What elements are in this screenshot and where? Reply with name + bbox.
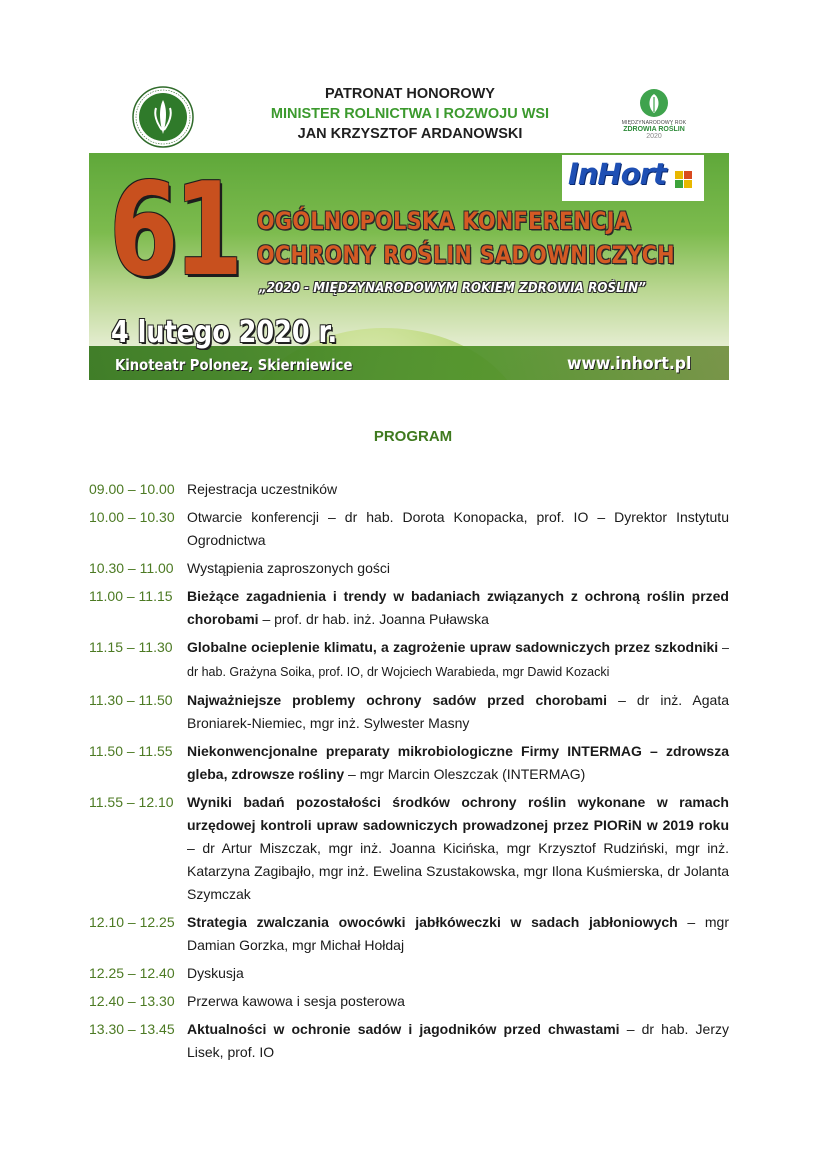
patronage-heading: PATRONAT HONOROWY xyxy=(325,86,495,102)
agenda-speakers: Otwarcie konferencji – dr hab. Dorota Konopacka, prof. IO – Dyrektor Instytutu Ogrodnictwa xyxy=(187,509,729,548)
agenda-time: 12.25 – 12.40 xyxy=(89,965,175,981)
agenda-description xyxy=(187,990,729,1013)
plant-leaf-icon xyxy=(639,88,669,118)
banner-motto: „2020 - MIĘDZYNARODOWYM ROKIEM ZDROWIA ROŚLIN” xyxy=(259,281,646,296)
agenda-description xyxy=(187,506,729,552)
agenda-description xyxy=(187,585,729,631)
agenda-time: 11.00 – 11.15 xyxy=(89,588,173,604)
plant-health-year-logo xyxy=(614,88,694,150)
agenda-topic: Aktualności w ochronie sadów i jagodników przed chwastami xyxy=(187,1021,620,1037)
ministry-logo xyxy=(132,86,194,148)
agenda-speakers: Dyskusja xyxy=(187,965,244,981)
logo-caption-1: MIĘDZYNARODOWY ROK xyxy=(621,120,687,126)
agenda-item xyxy=(89,636,729,684)
inhort-logo-text: InHort xyxy=(568,157,666,191)
agenda-item xyxy=(89,557,729,580)
agenda-speakers: – dr Artur Miszczak, mgr inż. Joanna Kicińska, mgr Krzysztof Rudziński, mgr inż. Katarzyna Zagibajło, mgr inż. Ewelina Szustakowska, mgr Ilona Kuśmierska, dr Jolanta Szymczak xyxy=(187,840,729,902)
conference-venue: Kinoteatr Polonez, Skierniewice xyxy=(115,356,353,374)
honorary-patronage xyxy=(230,84,590,144)
agenda-topic: Bieżące zagadnienia i trendy w badaniach związanych z ochroną roślin przed chorobami xyxy=(187,588,729,627)
agenda-description xyxy=(187,962,729,985)
logo-square-icon xyxy=(675,171,683,179)
conference-banner xyxy=(89,153,729,380)
logo-square-icon xyxy=(684,171,692,179)
agenda-speakers: Wystąpienia zaproszonych gości xyxy=(187,560,390,576)
agenda-time: 10.00 – 10.30 xyxy=(89,509,175,525)
agenda-time: 11.50 – 11.55 xyxy=(89,743,173,759)
agenda-speakers: – dr hab. Grażyna Soika, prof. IO, dr Wojciech Warabieda, mgr Dawid Kozacki xyxy=(187,641,729,679)
agenda-description xyxy=(187,689,729,735)
agenda-topic: Najważniejsze problemy ochrony sadów przed chorobami xyxy=(187,692,608,708)
agenda-description xyxy=(187,478,729,501)
agenda-time: 10.30 – 11.00 xyxy=(89,560,174,576)
ministry-seal-icon xyxy=(132,86,194,148)
agenda-time: 12.40 – 13.30 xyxy=(89,993,175,1009)
agenda-item xyxy=(89,506,729,552)
logo-square-icon xyxy=(684,180,692,188)
inhort-logo xyxy=(562,155,704,201)
agenda-item xyxy=(89,990,729,1013)
agenda-topic: Niekonwencjonalne preparaty mikrobiologiczne Firmy INTERMAG – zdrowsza gleba, zdrowsze rośliny xyxy=(187,743,729,782)
website-link[interactable]: www.inhort.pl xyxy=(567,354,692,374)
agenda-description xyxy=(187,557,729,580)
agenda-item xyxy=(89,962,729,985)
agenda-description xyxy=(187,740,729,786)
banner-title-line2: OCHRONY ROŚLIN SADOWNICZYCH xyxy=(257,241,676,269)
agenda-description xyxy=(187,791,729,906)
agenda-description xyxy=(187,1018,729,1064)
patronage-person: JAN KRZYSZTOF ARDANOWSKI xyxy=(297,126,523,142)
agenda-speakers: Rejestracja uczestników xyxy=(187,481,338,497)
agenda-topic: Wyniki badań pozostałości środków ochrony roślin wykonane w ramach urzędowej kontroli upraw sadowniczych prowadzonej przez PIORiN w 2019 roku xyxy=(187,794,729,833)
agenda-speakers: – dr hab. Jerzy Lisek, prof. IO xyxy=(187,1021,729,1060)
agenda-topic: Strategia zwalczania owocówki jabłkóweczki w sadach jabłoniowych xyxy=(187,914,678,930)
agenda-speakers: – mgr Marcin Oleszczak (INTERMAG) xyxy=(344,766,586,782)
agenda-time: 11.55 – 12.10 xyxy=(89,794,174,810)
agenda-item xyxy=(89,585,729,631)
conference-date: 4 lutego 2020 r. xyxy=(111,315,338,350)
patronage-office: MINISTER ROLNICTWA I ROZWOJU WSI xyxy=(270,106,550,122)
agenda-time: 12.10 – 12.25 xyxy=(89,914,175,930)
agenda-description xyxy=(187,911,729,957)
agenda-speakers: – dr inż. Agata Broniarek-Niemiec, mgr inż. Sylwester Masny xyxy=(187,692,729,731)
agenda-time: 13.30 – 13.45 xyxy=(89,1021,175,1037)
agenda-list xyxy=(89,478,729,1069)
agenda-item xyxy=(89,1018,729,1064)
agenda-time: 11.30 – 11.50 xyxy=(89,692,173,708)
agenda-speakers: – prof. dr hab. inż. Joanna Puławska xyxy=(258,611,489,627)
edition-number: 61 xyxy=(109,156,239,305)
logo-caption-2: ZDROWIA ROŚLIN xyxy=(623,126,685,133)
agenda-item xyxy=(89,791,729,906)
agenda-item xyxy=(89,911,729,957)
agenda-item xyxy=(89,689,729,735)
agenda-time: 11.15 – 11.30 xyxy=(89,639,173,655)
agenda-speakers: – mgr Damian Gorzka, mgr Michał Hołdaj xyxy=(187,914,729,953)
agenda-speakers: Przerwa kawowa i sesja posterowa xyxy=(187,993,405,1009)
program-title: PROGRAM xyxy=(373,428,453,445)
agenda-time: 09.00 – 10.00 xyxy=(89,481,175,497)
agenda-item xyxy=(89,740,729,786)
agenda-item xyxy=(89,478,729,501)
banner-title-line1: OGÓLNOPOLSKA KONFERENCJA xyxy=(257,207,632,235)
agenda-topic: Globalne ocieplenie klimatu, a zagrożenie upraw sadowniczych przez szkodniki xyxy=(187,639,719,655)
agenda-description xyxy=(187,636,729,684)
logo-caption-3: 2020 xyxy=(646,133,662,140)
logo-square-icon xyxy=(675,180,683,188)
